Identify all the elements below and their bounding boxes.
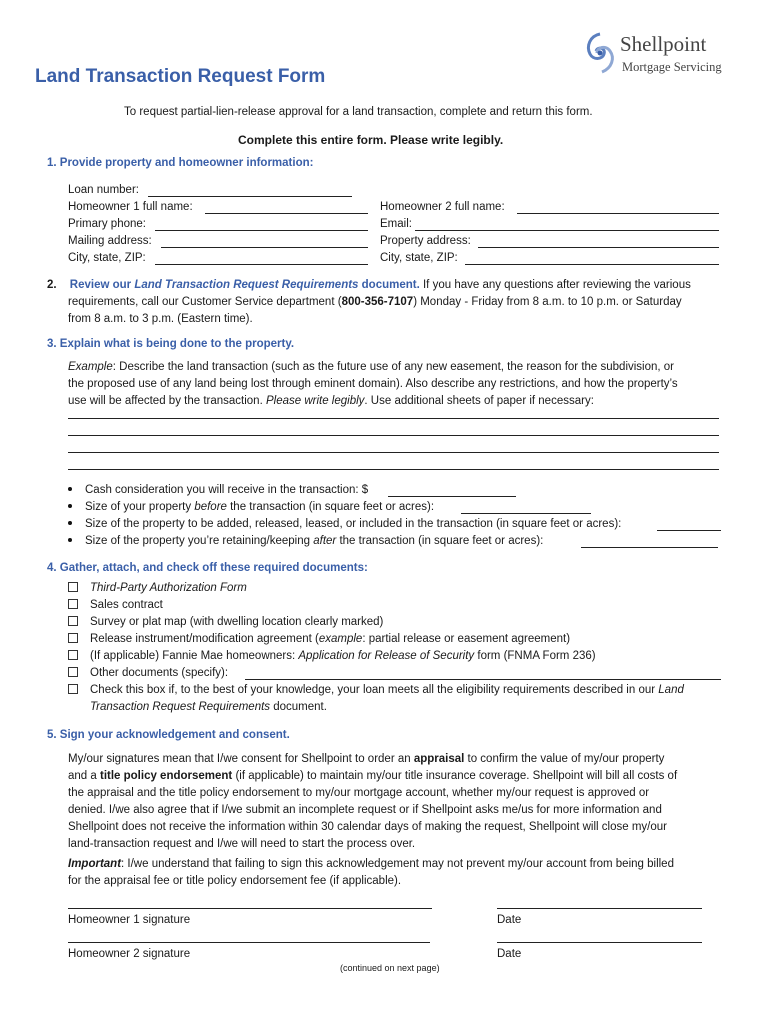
doc-item-eligibility <box>68 682 684 699</box>
bullet-icon <box>68 487 72 491</box>
homeowner2-signature-field[interactable] <box>68 942 430 943</box>
example-label: Example <box>68 361 113 373</box>
loan-number-label: Loan number: <box>68 184 139 196</box>
explanation-line-3[interactable] <box>68 452 719 453</box>
email-field[interactable] <box>415 230 719 231</box>
checkbox[interactable] <box>68 667 78 677</box>
section-2-line2a: requirements, call our Customer Service department ( <box>68 296 342 308</box>
doc-item-fannie-mae <box>68 648 596 665</box>
consent-line-6: land-transaction request and I/we will need to start the process over. <box>68 838 416 850</box>
date1-field[interactable] <box>497 908 702 909</box>
footer-continued: (continued on next page) <box>340 963 440 973</box>
size-added-field[interactable] <box>657 530 721 531</box>
section-2-line2b: ) Monday - Friday from 8 a.m. to 10 p.m. or Saturday <box>413 296 682 308</box>
instruction-text: Complete this entire form. Please write legibly. <box>238 133 504 147</box>
mailing-address-field[interactable] <box>161 247 368 248</box>
section-3-heading: 3. Explain what is being done to the property. <box>47 338 295 350</box>
cash-label: Cash consideration you will receive in the transaction: $ <box>85 484 369 496</box>
section-1-heading: 1. Provide property and homeowner information: <box>47 157 314 169</box>
checkbox[interactable] <box>68 633 78 643</box>
shellpoint-logo <box>582 32 732 82</box>
homeowner2-name-label: Homeowner 2 full name: <box>380 201 505 213</box>
size-before-c: the transaction (in square feet or acres): <box>226 501 435 513</box>
consent-1c: to confirm the value of my/our property <box>464 753 665 765</box>
example-text-1: : Describe the land transaction (such as the future use of any new easement, the reason for the subdivision, or <box>112 361 675 373</box>
consent-2c: (if applicable) to maintain my/our title insurance coverage. Shellpoint will bill all costs of <box>232 770 678 782</box>
consent-2a: and a <box>68 770 100 782</box>
city-state-zip-2-field[interactable] <box>465 264 719 265</box>
bullet-size-after <box>68 533 543 550</box>
example-line-1 <box>68 359 674 376</box>
homeowner1-signature-label: Homeowner 1 signature <box>68 914 191 926</box>
logo-subtitle: Mortgage Servicing <box>622 60 722 74</box>
doc-item-label-c: : partial release or easement agreement) <box>362 633 571 645</box>
date2-field[interactable] <box>497 942 702 943</box>
checkbox[interactable] <box>68 599 78 609</box>
doc-item-eligibility-line-2 <box>90 699 327 716</box>
doc-item-release-instrument <box>68 631 570 648</box>
requirements-doc-link[interactable]: Land Transaction Request Requirements <box>134 279 359 291</box>
section-4-heading: 4. Gather, attach, and check off these required documents: <box>47 562 368 574</box>
loan-number-field[interactable] <box>148 196 352 197</box>
doc-item-third-party <box>68 580 247 597</box>
bullet-icon <box>68 538 72 542</box>
size-after-field[interactable] <box>581 547 718 548</box>
doc-item-survey <box>68 614 383 631</box>
size-after-a: Size of the property you’re retaining/keeping <box>85 535 314 547</box>
other-documents-field[interactable] <box>245 679 721 680</box>
bullet-icon <box>68 521 72 525</box>
important-label: Important <box>68 858 122 870</box>
size-added-label: Size of the property to be added, released, leased, or included in the transaction (in square feet or acres): <box>85 518 622 530</box>
checkbox[interactable] <box>68 582 78 592</box>
checkbox[interactable] <box>68 684 78 694</box>
mailing-address-label: Mailing address: <box>68 235 152 247</box>
explanation-line-1[interactable] <box>68 418 719 419</box>
bullet-cash-consideration <box>68 482 368 499</box>
section-2-line-2 <box>68 294 682 311</box>
section-2-doc-word: document. <box>358 279 420 291</box>
section-2-review: Review our <box>69 279 135 291</box>
doc-item-label-d: document. <box>270 701 327 713</box>
doc-item-label: Survey or plat map (with dwelling location clearly marked) <box>90 616 384 628</box>
city-state-zip-1-label: City, state, ZIP: <box>68 252 146 264</box>
example-text-3b: Please write legibly <box>265 395 365 407</box>
checkbox[interactable] <box>68 650 78 660</box>
doc-item-label-a: (If applicable) Fannie Mae homeowners: <box>90 650 299 662</box>
consent-1b: appraisal <box>413 753 465 765</box>
date2-label: Date <box>497 948 522 960</box>
consent-line-2 <box>68 768 677 785</box>
doc-item-label-c: Transaction Request Requirements <box>90 701 271 713</box>
section-2-rest: If you have any questions after reviewing the various <box>419 279 691 291</box>
customer-service-phone: 800-356-7107 <box>341 296 414 308</box>
homeowner2-signature-label: Homeowner 2 signature <box>68 948 191 960</box>
bullet-icon <box>68 504 72 508</box>
consent-1a: My/our signatures mean that I/we consent for Shellpoint to order an <box>68 753 414 765</box>
cash-field[interactable] <box>388 496 516 497</box>
section-2-line-3: from 8 a.m. to 3 p.m. (Eastern time). <box>68 313 253 325</box>
doc-item-label-b: Application for Release of Security <box>298 650 475 662</box>
city-state-zip-2-label: City, state, ZIP: <box>380 252 458 264</box>
example-text-3c: . Use additional sheets of paper if necessary: <box>364 395 594 407</box>
doc-item-other <box>68 665 228 682</box>
section-2-text <box>47 277 691 294</box>
example-line-3 <box>68 393 594 410</box>
doc-item-label-b: example <box>318 633 363 645</box>
homeowner1-name-label: Homeowner 1 full name: <box>68 201 193 213</box>
homeowner1-signature-field[interactable] <box>68 908 432 909</box>
property-address-label: Property address: <box>380 235 471 247</box>
consent-line-5: Shellpoint does not receive the information within 30 calendar days of making the request, Shellpoint will close my/our <box>68 821 667 833</box>
example-text-3a: use will be affected by the transaction. <box>68 395 266 407</box>
important-line-2: for the appraisal fee or title policy endorsement fee (if applicable). <box>68 875 402 887</box>
date1-label: Date <box>497 914 522 926</box>
explanation-line-2[interactable] <box>68 435 719 436</box>
primary-phone-field[interactable] <box>155 230 368 231</box>
doc-item-label: Third-Party Authorization Form <box>90 582 247 594</box>
example-line-2: the proposed use of any land being lost through eminent domain). Also describe any restrictions, and how the property’s <box>68 378 678 390</box>
homeowner1-name-field[interactable] <box>205 213 368 214</box>
doc-item-label: Sales contract <box>90 599 163 611</box>
page-title: Land Transaction Request Form <box>35 66 326 87</box>
size-before-b: before <box>194 501 227 513</box>
logo-name: Shellpoint <box>620 32 707 56</box>
section-2-number: 2. <box>47 279 57 291</box>
size-before-a: Size of your property <box>85 501 195 513</box>
doc-item-sales-contract <box>68 597 163 614</box>
email-label: Email: <box>380 218 412 230</box>
bullet-size-before <box>68 499 434 516</box>
doc-item-label-a: Release instrument/modification agreement ( <box>90 633 319 645</box>
doc-item-label: Other documents (specify): <box>90 667 229 679</box>
consent-2b: title policy endorsement <box>99 770 233 782</box>
swirl-logo-icon <box>584 32 616 74</box>
primary-phone-label: Primary phone: <box>68 218 146 230</box>
checkbox[interactable] <box>68 616 78 626</box>
consent-line-3: the appraisal and the title policy endorsement to my/our mortgage account, whether my/our request is approved or <box>68 787 650 799</box>
size-after-b: after <box>313 535 337 547</box>
section-5-heading: 5. Sign your acknowledgement and consent. <box>47 729 290 741</box>
explanation-line-4[interactable] <box>68 469 719 470</box>
homeowner2-name-field[interactable] <box>517 213 719 214</box>
city-state-zip-1-field[interactable] <box>155 264 368 265</box>
bullet-size-added <box>68 516 621 533</box>
important-line-1 <box>68 856 674 873</box>
consent-line-4: denied. I/we also agree that if I/we submit an incomplete request or if Shellpoint asks me/us for more information and <box>68 804 662 816</box>
size-before-field[interactable] <box>461 513 591 514</box>
consent-line-1 <box>68 751 664 768</box>
size-after-c: the transaction (in square feet or acres): <box>336 535 544 547</box>
property-address-field[interactable] <box>478 247 719 248</box>
intro-text: To request partial-lien-release approval for a land transaction, complete and return this form. <box>124 106 593 118</box>
important-text-1: : I/we understand that failing to sign this acknowledgement may not prevent my/our account from being billed <box>121 858 674 870</box>
doc-item-label-c: form (FNMA Form 236) <box>474 650 596 662</box>
doc-item-label-a: Check this box if, to the best of your knowledge, your loan meets all the eligibility requirements described in our <box>90 684 659 696</box>
doc-item-label-b: Land <box>658 684 684 696</box>
